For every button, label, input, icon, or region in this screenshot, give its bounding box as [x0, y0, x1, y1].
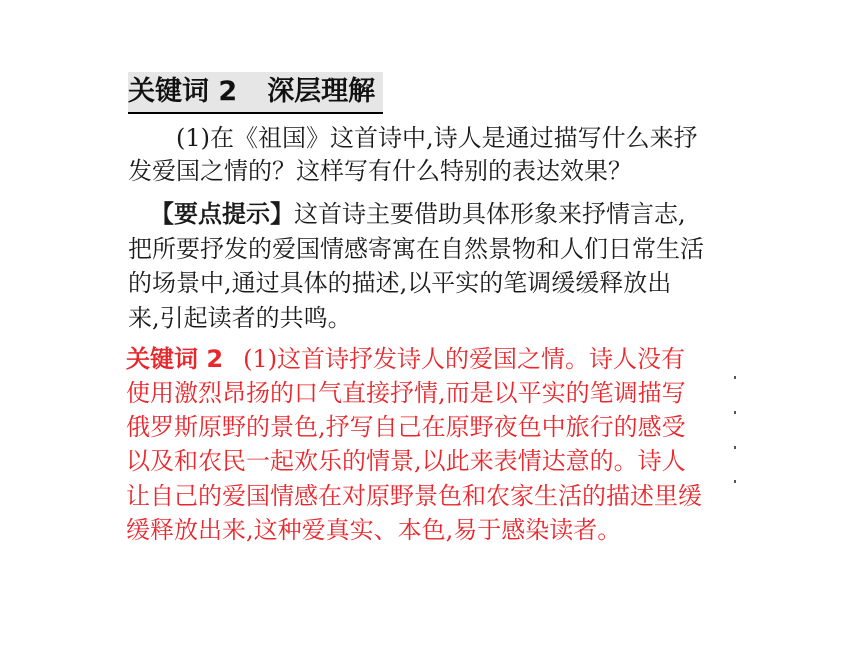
margin-mark — [734, 411, 736, 414]
question-line-1: (1)在《祖国》这首诗中,诗人是通过描写什么来抒 — [176, 124, 698, 152]
answer-line-6: 缓释放出来,这种爱真实、本色,易于感染读者。 — [126, 516, 622, 544]
question-line-2: 发爱国之情的？这样写有什么特别的表达效果？ — [128, 157, 632, 185]
margin-mark — [734, 480, 736, 483]
answer-line-3: 俄罗斯原野的景色,抒写自己在原野夜色中旅行的感受 — [126, 413, 686, 441]
answer-line-4: 以及和农民一起欢乐的情景,以此来表情达意的。诗人 — [126, 447, 686, 475]
answer-line-1 — [126, 344, 685, 374]
answer-key: 关键词 2 — [126, 345, 224, 373]
section-heading — [128, 72, 383, 114]
hint-line-2: 把所要抒发的爱国情感寄寓在自然景物和人们日常生活 — [128, 235, 704, 263]
answer-line-2: 使用激烈昂扬的口气直接抒情,而是以平实的笔调描写 — [126, 379, 686, 407]
hint-line-4: 来,引起读者的共鸣。 — [128, 304, 352, 332]
heading-title: 深层理解 — [267, 76, 376, 107]
hint-tag: 【要点提示】 — [150, 200, 294, 228]
answer-line-5: 让自己的爱国情感在对原野景色和农家生活的描述里缓 — [126, 482, 702, 510]
answer-text-1: (1)这首诗抒发诗人的爱国之情。诗人没有 — [243, 345, 686, 373]
margin-mark — [734, 376, 736, 379]
hint-line-1 — [150, 199, 686, 229]
hint-line-3: 的场景中,通过具体的描述,以平实的笔调缓缓释放出 — [128, 269, 672, 297]
heading-number: 关键词 2 — [128, 76, 238, 107]
margin-mark — [734, 446, 736, 449]
hint-text-1: 这首诗主要借助具体形象来抒情言志, — [294, 200, 686, 228]
